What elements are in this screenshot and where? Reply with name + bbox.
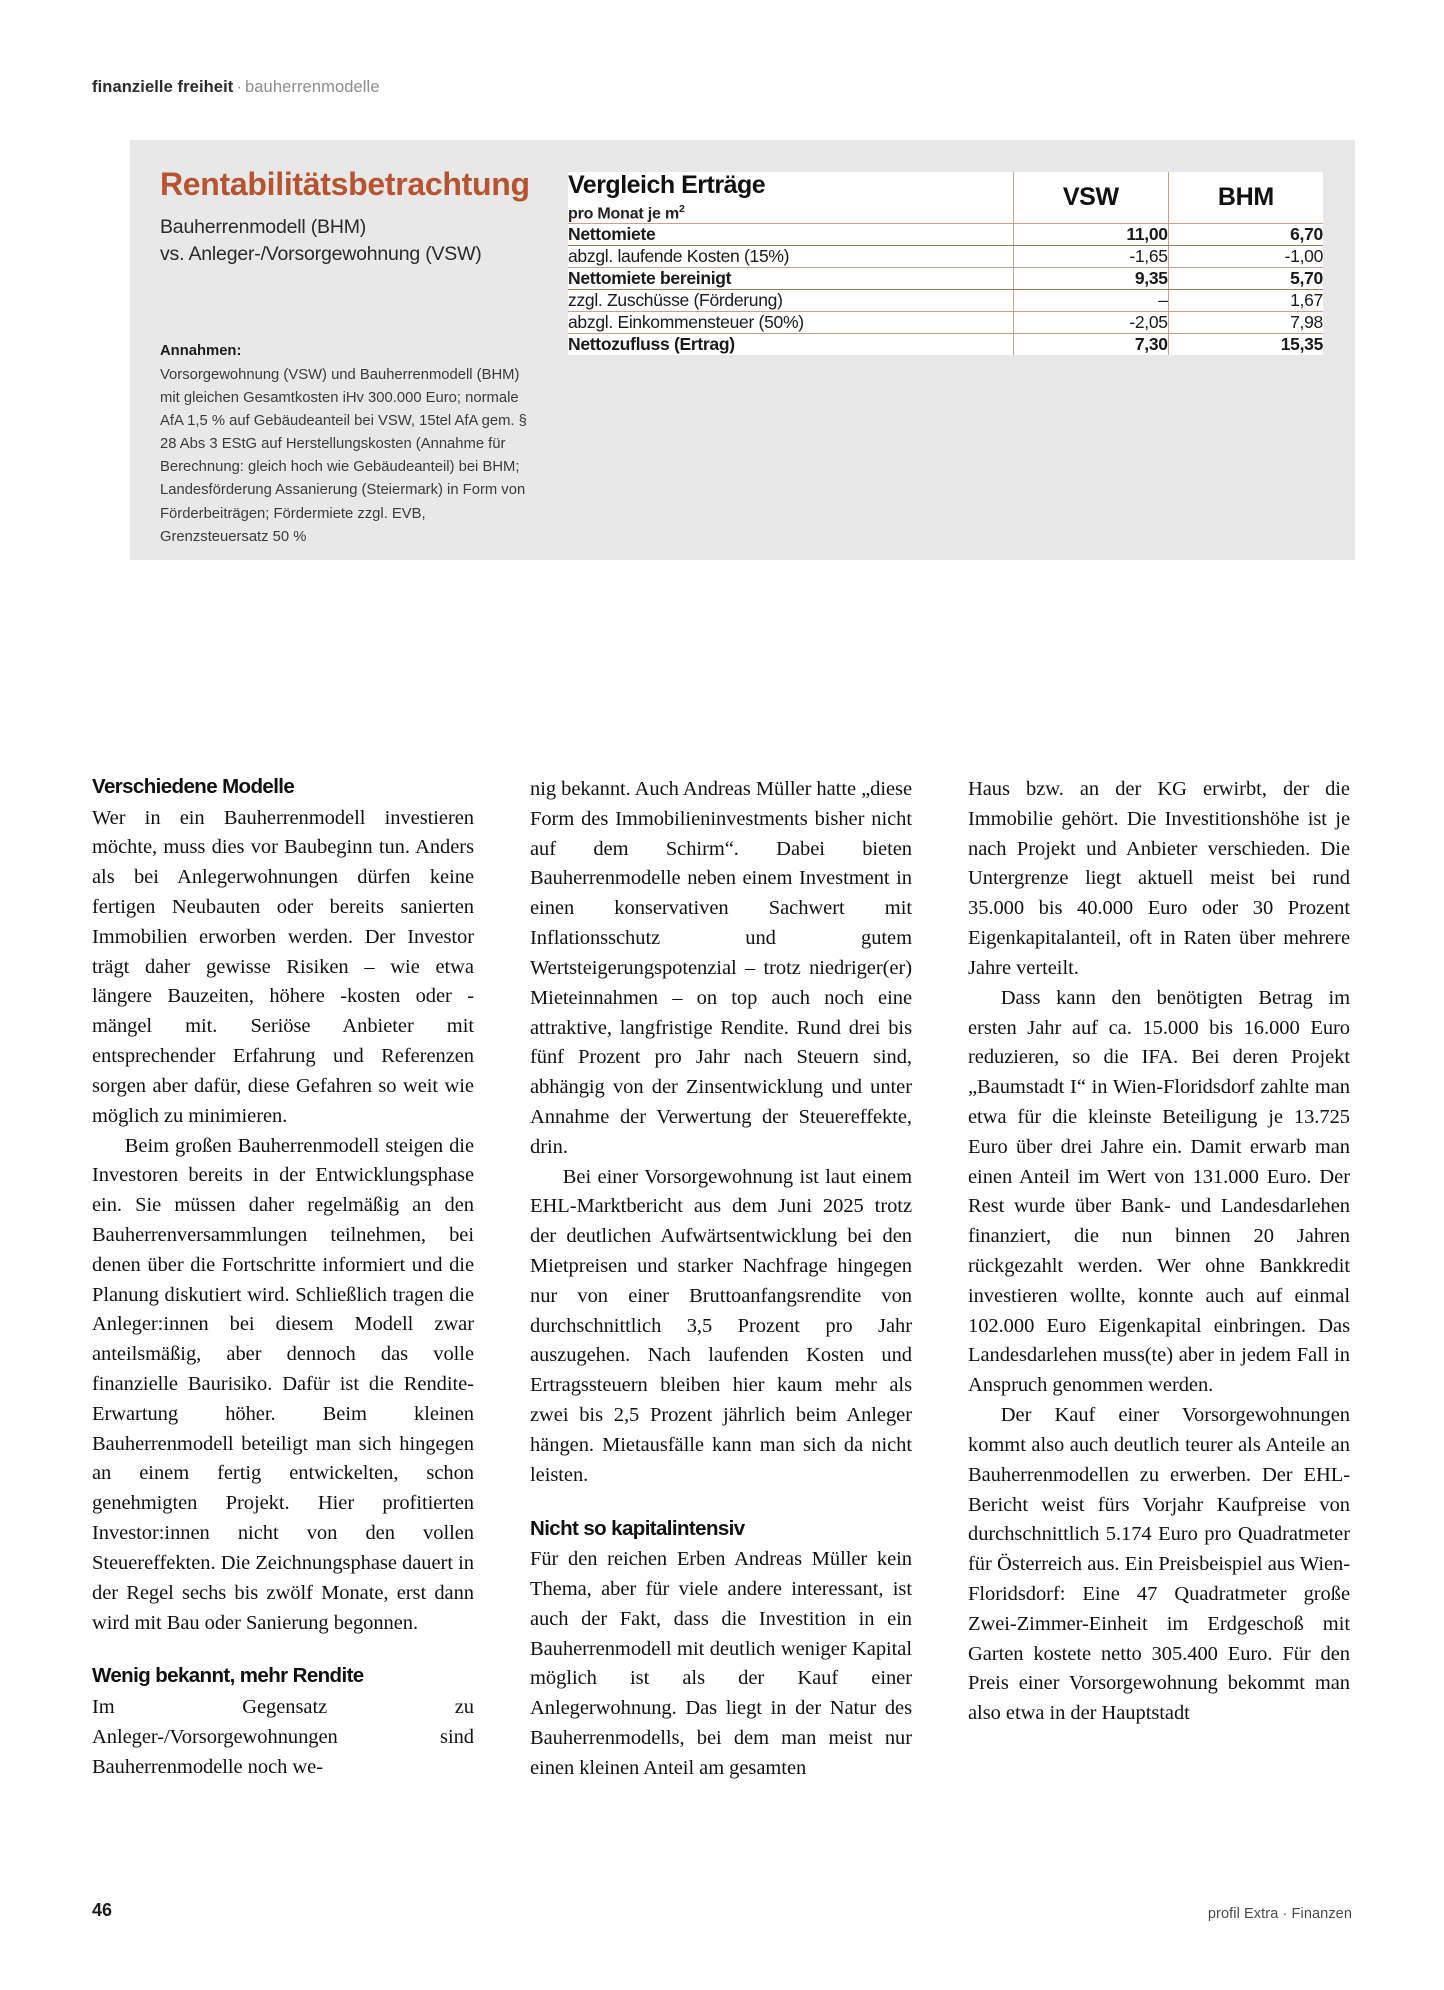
table-cell-vsw: 11,00 [1013,223,1168,245]
assumptions-title: Annahmen: [160,343,242,359]
table-row [568,289,1323,311]
infobox-heading-block [160,168,560,267]
comparison-table [568,172,1323,355]
table-header-label-cell [568,172,1013,223]
running-head-topic: bauherrenmodelle [244,78,380,96]
infobox-subtitle-line2: vs. Anleger-/Vorsorgewohnung (VSW) [160,242,482,265]
table-cell-label: zzgl. Zuschüsse (Förderung) [568,289,1013,311]
table-row [568,223,1323,245]
table-row [568,267,1323,289]
table-subtitle: pro Monat je $m^2$ [568,202,685,222]
table-cell-vsw: 7,30 [1013,333,1168,355]
assumptions-text: Vorsorgewohnung (VSW) und Bauherrenmodell (BHM) mit gleichen Gesamtkosten iHv 300.000 Euro; normale AfA 1,5 % auf Gebäudeanteil bei VSW, 15tel AfA gem. § 28 Abs 3 EStG auf Herstellungskosten (Annahme für Berechnung: gleich hoch wie Gebäudeanteil) bei BHM; Landesförderung Assanierung (Steiermark) in Form von Förderbeiträgen; Fördermiete zzgl. EVB, Grenzsteuersatz 50 % [160,367,527,545]
paragraph-c2-p3: Für den reichen Erben Andreas Müller kein Thema, aber für viele andere interessant, ist auch der Fakt, dass die Investition in ein Bauherrenmodell mit deutlich weniger Kapital möglich ist als der Kauf einer Anlegerwohnung. Das liegt in der Natur des Bauherrenmodells, bei dem man meist nur einen kleinen Anteil am gesamten [530,1548,912,1779]
infobox-panel [130,140,1355,560]
table-cell-vsw: -2,05 [1013,311,1168,333]
table-cell-vsw: 9,35 [1013,267,1168,289]
paragraph-c2-p1: nig bekannt. Auch Andreas Müller hatte „diese Form des Immobilieninvestments bisher nicht auf dem Schirm“. Dabei bieten Bauherrenmodelle neben einem Investment in einen konservativen Sachwert mit Inflationsschutz und gutem Wertsteigerungspotenzial – trotz niedriger(er) Mieteinnahmen – on top auch noch eine attraktive, langfristige Rendite. Rund drei bis fünf Prozent pro Jahr nach Steuern sind, abhängig von der Zinsentwicklung und unter Annahme der Verwertung der Steuereffekte, drin. [530,778,913,1158]
table-cell-vsw: -1,65 [1013,245,1168,267]
paragraph-c3-p2: Dass kann den benötigten Betrag im ersten Jahr auf ca. 15.000 bis 16.000 Euro reduzieren, so die IFA. Bei deren Projekt „Baumstadt I“ in Wien-Floridsdorf zahlte man etwa für die kleinste Beteiligung je 13.725 Euro über drei Jahre ein. Damit erwarb man einen Anteil im Wert von 131.000 Euro. Der Rest wurde über Bank- und Landesdarlehen finanziert, die nun binnen 20 Jahren rückgezahlt werden. Wer ohne Bankkredit investieren wollte, konnte auch auf einmal 102.000 Euro Eigenkapital einbringen. Das Landesdarlehen muss(te) aber in jedem Fall in Anspruch genommen werden. [968,986,1350,1397]
table-cell-vsw: – [1013,289,1168,311]
table-row [568,245,1323,267]
table-cell-bhm: 15,35 [1168,333,1323,355]
comparison-table-wrapper [568,172,1323,355]
table-row [568,333,1323,355]
table-header-row [568,172,1323,223]
table-cell-label: Nettozufluss (Ertrag) [568,333,1013,355]
paragraph-c3-p1: Haus bzw. an der KG erwirbt, der die Immobilie gehört. Die Investitionshöhe ist je nach Projekt und Anbieter verschieden. Die Untergrenze liegt aktuell meist bei rund 35.000 bis 40.000 Euro oder 30 Prozent Eigenkapitalanteil, oft in Raten über mehrere Jahre verteilt. [968,778,1350,979]
infobox-title: Rentabilitätsbetrachtung [160,166,530,202]
running-head-separator: · [236,78,242,96]
table-cell-label: abzgl. Einkommensteuer (50%) [568,311,1013,333]
article-column-2 [530,775,912,1784]
table-cell-bhm: 6,70 [1168,223,1323,245]
table-header-vsw: VSW [1013,172,1168,223]
table-header-bhm: BHM [1168,172,1323,223]
subheading-verschiedene-modelle: Verschiedene Modelle [92,775,295,798]
paragraph-c3-p3: Der Kauf einer Vorsorgewohnungen kommt also auch deutlich teurer als Anteile an Bauherrenmodellen zu erwerben. Der EHL-Bericht weist fürs Vorjahr Kaufpreise von durchschnittlich 5.174 Euro pro Quadratmeter für Österreich aus. Ein Preisbeispiel aus Wien-Floridsdorf: Eine 47 Quadratmeter große Zwei-Zimmer-Einheit im Erdgeschoß mit Garten kostete netto 305.400 Euro. Für den Preis einer Vorsorgewohnung bekommt man also etwa in der Hauptstadt [968,1404,1350,1725]
table-cell-label: Nettomiete [568,223,1013,245]
infobox-subtitle [160,214,560,268]
subheading-nicht-so-kapitalintensiv: Nicht so kapitalintensiv [530,1516,745,1540]
paragraph-c1-p1: Wer in ein Bauherrenmodell investieren möchte, muss dies vor Baubeginn tun. Anders als bei Anlegerwohnungen dürfen keine fertigen Neubauten oder bereits sanierten Immobilien erworben werden. Der Investor trägt daher gewisse Risiken – wie etwa längere Bauzeiten, höhere -kosten oder -mängel mit. Seriöse Anbieter mit entsprechender Erfahrung und Referenzen sorgen aber dafür, diese Gefahren so weit wie möglich zu minimieren. [92,806,474,1127]
paragraph-c1-p2: Beim großen Bauherrenmodell steigen die Investoren bereits in der Entwicklungsphase ein. Sie müssen daher regelmäßig an den Bauherrenversammlungen teilnehmen, bei denen über die Fortschritte informiert und die Planung diskutiert wird. Schließlich tragen die Anleger:innen bei diesem Modell zwar anteilsmäßig, aber dennoch das volle finanzielle Baurisiko. Dafür ist die Rendite-Erwartung höher. Beim kleinen Bauherrenmodell beteiligt man sich hingegen an einem fertig entwickelten, schon genehmigten Projekt. Hier profitierten Investor:innen nicht von den vollen Steuereffekten. Die Zeichnungsphase dauert in der Regel sechs bis zwölf Monate, erst dann wird mit Bau oder Sanierung begonnen. [92,1134,474,1634]
paragraph-c1-p3: Im Gegensatz zu Anleger-/Vorsorgewohnungen sind Bauherrenmodelle noch we- [92,1695,474,1778]
article-column-3 [968,775,1350,1784]
infobox-subtitle-line1: Bauherrenmodell (BHM) [160,215,367,238]
table-cell-bhm: 7,98 [1168,311,1323,333]
table-cell-bhm: -1,00 [1168,245,1323,267]
running-head [92,78,380,97]
table-cell-label: abzgl. laufende Kosten (15%) [568,245,1013,267]
table-cell-label: Nettomiete bereinigt [568,267,1013,289]
table-row [568,311,1323,333]
article-column-1 [92,775,474,1784]
article-columns [92,775,1352,1784]
subheading-wenig-bekannt: Wenig bekannt, mehr Rendite [92,1664,364,1688]
paragraph-c2-p2: Bei einer Vorsorgewohnung ist laut einem EHL-Marktbericht aus dem Juni 2025 trotz der deutlichen Aufwärtsentwicklung bei den Mietpreisen und starker Nachfrage hingegen nur von einer Bruttoanfangsrendite von durchschnittlich 3,5 Prozent pro Jahr auszugehen. Nach laufenden Kosten und Ertragssteuern bleiben hier kaum mehr als zwei bis 2,5 Prozent jährlich beim Anleger hängen. Mietausfälle kann man sich da nicht leisten. [530,1165,912,1486]
page-number: 46 [92,1900,113,1920]
table-title: Vergleich Erträge [568,171,766,199]
assumptions-block [160,340,535,549]
table-cell-bhm: 1,67 [1168,289,1323,311]
running-head-section: finanzielle freiheit [92,78,234,96]
table-cell-bhm: 5,70 [1168,267,1323,289]
footer-source: profil Extra · Finanzen [1207,1906,1352,1922]
